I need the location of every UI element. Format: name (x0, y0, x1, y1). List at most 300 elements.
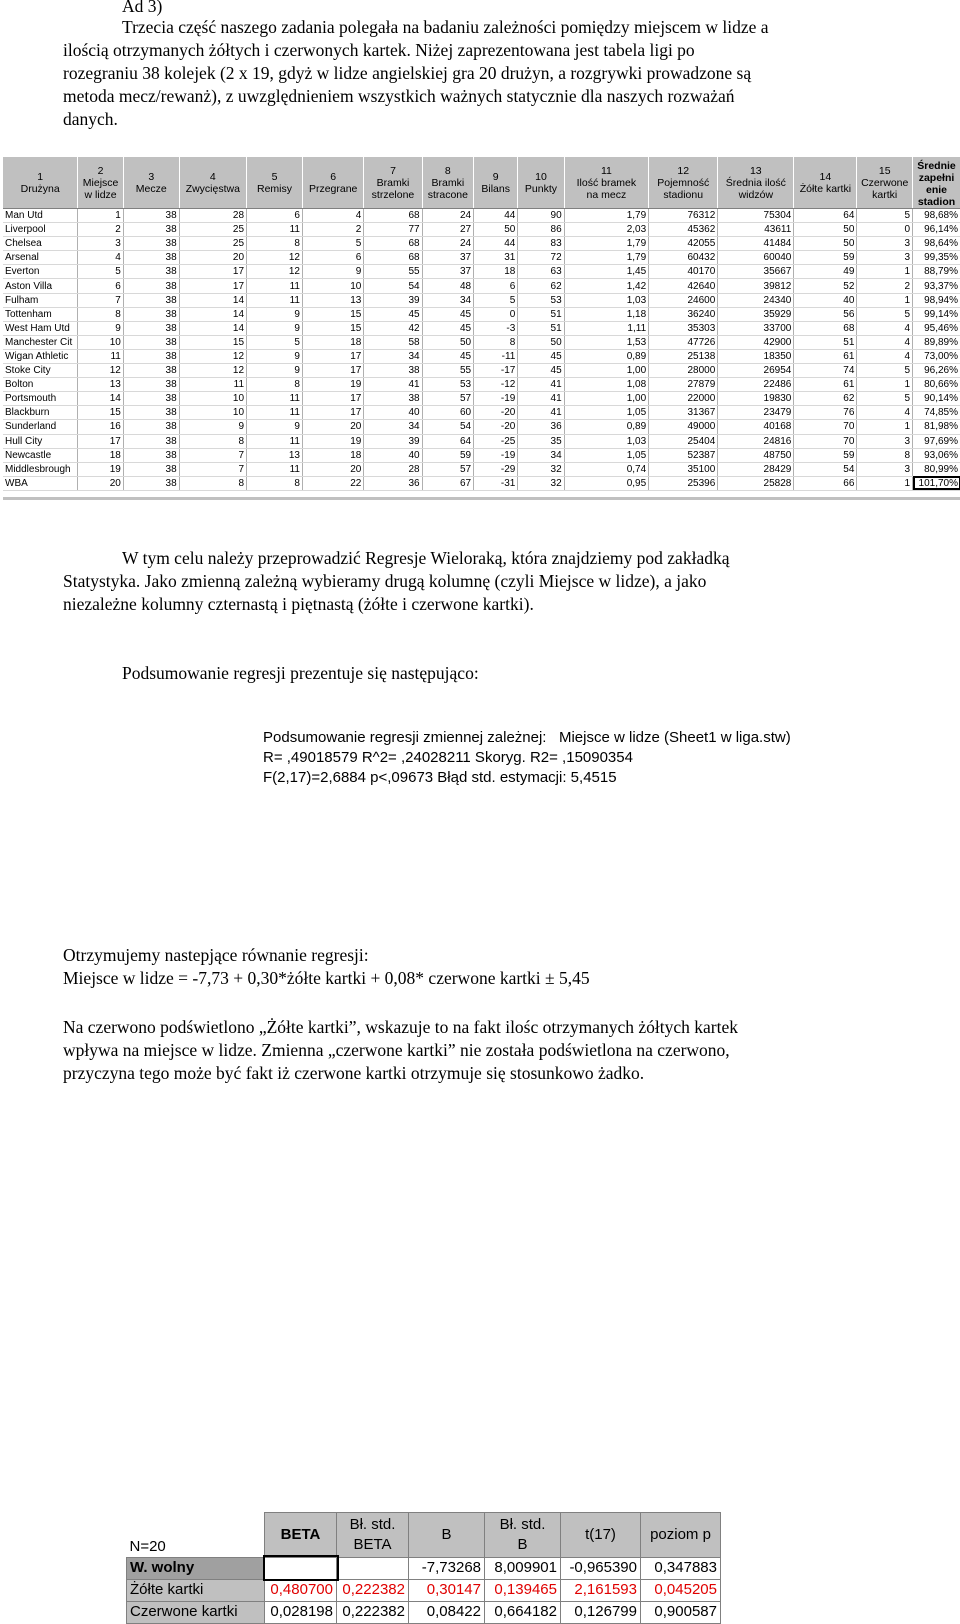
league-value-cell[interactable]: 19 (302, 378, 363, 392)
league-value-cell[interactable]: 51 (518, 307, 564, 321)
regression-value-cell[interactable]: 0,126799 (561, 1601, 641, 1623)
league-value-cell[interactable]: 11 (247, 434, 303, 448)
league-value-cell[interactable]: 17 (302, 349, 363, 363)
league-value-cell[interactable]: 3 (857, 251, 913, 265)
league-value-cell[interactable]: 60 (422, 406, 473, 420)
league-value-cell[interactable]: 70 (794, 434, 857, 448)
league-value-cell[interactable]: 17 (78, 434, 124, 448)
regression-value-cell[interactable]: 0,480700 (265, 1579, 337, 1601)
league-value-cell[interactable]: 1 (857, 476, 913, 490)
league-value-cell[interactable]: 31 (474, 251, 518, 265)
league-value-cell[interactable]: 50 (794, 237, 857, 251)
league-value-cell[interactable]: 38 (123, 476, 179, 490)
league-value-cell[interactable]: 1,53 (564, 335, 649, 349)
league-value-cell[interactable]: 53 (518, 293, 564, 307)
league-value-cell[interactable]: 62 (518, 279, 564, 293)
league-value-cell[interactable]: 7 (78, 293, 124, 307)
league-value-cell[interactable]: 28429 (718, 462, 794, 476)
regression-value-cell[interactable]: 0,900587 (641, 1601, 721, 1623)
league-value-cell[interactable]: 54 (422, 420, 473, 434)
league-value-cell[interactable]: 38 (364, 392, 422, 406)
league-value-cell[interactable]: 17 (302, 364, 363, 378)
league-value-cell[interactable]: 60432 (649, 251, 718, 265)
league-value-cell[interactable]: 50 (794, 223, 857, 237)
league-value-cell[interactable]: 99,35% (913, 251, 960, 265)
league-value-cell[interactable]: 12 (179, 349, 246, 363)
league-value-cell[interactable]: 17 (302, 392, 363, 406)
league-value-cell[interactable]: 1,00 (564, 364, 649, 378)
league-value-cell[interactable]: 37 (422, 251, 473, 265)
league-value-cell[interactable]: -19 (474, 448, 518, 462)
league-value-cell[interactable]: -20 (474, 420, 518, 434)
league-value-cell[interactable]: 24600 (649, 293, 718, 307)
league-value-cell[interactable]: 83 (518, 237, 564, 251)
league-value-cell[interactable]: 39812 (718, 279, 794, 293)
league-value-cell[interactable]: 49 (794, 265, 857, 279)
league-value-cell[interactable]: 98,64% (913, 237, 960, 251)
league-value-cell[interactable]: 17 (179, 265, 246, 279)
league-value-cell[interactable]: 12 (247, 251, 303, 265)
league-value-cell[interactable]: 28 (179, 209, 246, 223)
league-value-cell[interactable]: 25828 (718, 476, 794, 490)
league-value-cell[interactable]: 12 (247, 265, 303, 279)
league-value-cell[interactable]: 70 (794, 420, 857, 434)
league-value-cell[interactable]: 4 (78, 251, 124, 265)
league-value-cell[interactable]: 11 (247, 392, 303, 406)
league-value-cell[interactable]: 58 (364, 335, 422, 349)
team-name-cell[interactable]: Hull City (3, 434, 78, 448)
league-value-cell[interactable]: 13 (78, 378, 124, 392)
league-value-cell[interactable]: 1,79 (564, 251, 649, 265)
league-value-cell[interactable]: 98,94% (913, 293, 960, 307)
league-value-cell[interactable]: -17 (474, 364, 518, 378)
league-value-cell[interactable]: 15 (179, 335, 246, 349)
league-value-cell[interactable]: 22 (302, 476, 363, 490)
league-value-cell[interactable]: 39 (364, 293, 422, 307)
league-value-cell[interactable]: 2 (857, 279, 913, 293)
league-value-cell[interactable]: 40 (364, 448, 422, 462)
league-value-cell[interactable]: 38 (123, 406, 179, 420)
league-value-cell[interactable]: 96,26% (913, 364, 960, 378)
league-value-cell[interactable]: 5 (857, 364, 913, 378)
league-value-cell[interactable]: 50 (518, 335, 564, 349)
league-value-cell[interactable]: 1 (857, 378, 913, 392)
regression-value-cell[interactable]: 2,161593 (561, 1579, 641, 1601)
league-value-cell[interactable]: 74 (794, 364, 857, 378)
league-value-cell[interactable]: 7 (179, 448, 246, 462)
league-value-cell[interactable]: 14 (179, 293, 246, 307)
league-value-cell[interactable]: 18 (302, 448, 363, 462)
regression-value-cell[interactable]: 0,664182 (485, 1601, 561, 1623)
league-value-cell[interactable]: 1,45 (564, 265, 649, 279)
league-value-cell[interactable]: 4 (857, 321, 913, 335)
league-value-cell[interactable]: 27879 (649, 378, 718, 392)
league-value-cell[interactable]: 38 (123, 434, 179, 448)
regression-value-cell[interactable]: 8,009901 (485, 1557, 561, 1579)
league-value-cell[interactable]: 81,98% (913, 420, 960, 434)
league-value-cell[interactable]: 1 (857, 293, 913, 307)
league-value-cell[interactable]: 93,37% (913, 279, 960, 293)
league-value-cell[interactable]: 3 (78, 237, 124, 251)
league-value-cell[interactable]: 5 (302, 237, 363, 251)
league-value-cell[interactable]: 25138 (649, 349, 718, 363)
league-value-cell[interactable]: 1 (78, 209, 124, 223)
team-name-cell[interactable]: Man Utd (3, 209, 78, 223)
league-value-cell[interactable]: 18350 (718, 349, 794, 363)
league-value-cell[interactable]: 101,70% (913, 476, 960, 490)
league-value-cell[interactable]: 8 (247, 476, 303, 490)
league-value-cell[interactable]: 41 (518, 378, 564, 392)
league-value-cell[interactable]: 34 (364, 420, 422, 434)
league-value-cell[interactable]: 38 (123, 335, 179, 349)
league-value-cell[interactable]: 38 (123, 462, 179, 476)
league-value-cell[interactable]: 68 (364, 237, 422, 251)
league-value-cell[interactable]: 25 (179, 237, 246, 251)
team-name-cell[interactable]: Liverpool (3, 223, 78, 237)
regression-value-cell[interactable] (337, 1557, 409, 1579)
league-value-cell[interactable]: 38 (123, 209, 179, 223)
team-name-cell[interactable]: WBA (3, 476, 78, 490)
league-value-cell[interactable]: 48 (422, 279, 473, 293)
team-name-cell[interactable]: Arsenal (3, 251, 78, 265)
team-name-cell[interactable]: Everton (3, 265, 78, 279)
team-name-cell[interactable]: Chelsea (3, 237, 78, 251)
league-value-cell[interactable]: 4 (857, 406, 913, 420)
league-value-cell[interactable]: -19 (474, 392, 518, 406)
league-value-cell[interactable]: 3 (857, 237, 913, 251)
league-value-cell[interactable]: 8 (179, 476, 246, 490)
regression-value-cell[interactable]: 0,045205 (641, 1579, 721, 1601)
league-value-cell[interactable]: 22000 (649, 392, 718, 406)
league-value-cell[interactable]: 51 (794, 335, 857, 349)
league-value-cell[interactable]: 73,00% (913, 349, 960, 363)
league-value-cell[interactable]: 98,68% (913, 209, 960, 223)
regression-value-cell[interactable]: 0,08422 (409, 1601, 485, 1623)
league-value-cell[interactable]: 64 (422, 434, 473, 448)
league-value-cell[interactable]: 49000 (649, 420, 718, 434)
league-value-cell[interactable]: 4 (857, 335, 913, 349)
league-value-cell[interactable]: 55 (422, 364, 473, 378)
league-value-cell[interactable]: 34 (518, 448, 564, 462)
league-value-cell[interactable]: 93,06% (913, 448, 960, 462)
league-value-cell[interactable]: 45 (422, 321, 473, 335)
regression-value-cell[interactable]: 0,028198 (265, 1601, 337, 1623)
league-value-cell[interactable]: 1 (857, 265, 913, 279)
league-value-cell[interactable]: 19 (78, 462, 124, 476)
league-value-cell[interactable]: 14 (78, 392, 124, 406)
league-value-cell[interactable]: 18 (302, 335, 363, 349)
league-value-cell[interactable]: 13 (302, 293, 363, 307)
league-value-cell[interactable]: 10 (302, 279, 363, 293)
league-value-cell[interactable]: 25404 (649, 434, 718, 448)
team-name-cell[interactable]: Newcastle (3, 448, 78, 462)
team-name-cell[interactable]: Tottenham (3, 307, 78, 321)
league-value-cell[interactable]: 76 (794, 406, 857, 420)
league-value-cell[interactable]: 36 (518, 420, 564, 434)
league-value-cell[interactable]: 11 (247, 293, 303, 307)
league-value-cell[interactable]: 6 (78, 279, 124, 293)
league-value-cell[interactable]: 59 (794, 448, 857, 462)
league-value-cell[interactable]: 54 (364, 279, 422, 293)
league-value-cell[interactable]: 39 (364, 434, 422, 448)
league-value-cell[interactable]: 22486 (718, 378, 794, 392)
league-value-cell[interactable]: 42055 (649, 237, 718, 251)
league-value-cell[interactable]: 38 (123, 223, 179, 237)
league-value-cell[interactable]: 45 (518, 349, 564, 363)
league-value-cell[interactable]: 74,85% (913, 406, 960, 420)
league-value-cell[interactable]: 35 (518, 434, 564, 448)
league-value-cell[interactable]: 1,18 (564, 307, 649, 321)
league-value-cell[interactable]: 45362 (649, 223, 718, 237)
league-value-cell[interactable]: 8 (78, 307, 124, 321)
league-value-cell[interactable]: 36 (364, 476, 422, 490)
league-value-cell[interactable]: 10 (179, 392, 246, 406)
league-value-cell[interactable]: 62 (794, 392, 857, 406)
league-value-cell[interactable]: 55 (364, 265, 422, 279)
league-value-cell[interactable]: 47726 (649, 335, 718, 349)
league-value-cell[interactable]: 20 (302, 462, 363, 476)
league-value-cell[interactable]: 61 (794, 349, 857, 363)
league-value-cell[interactable]: 11 (247, 223, 303, 237)
league-value-cell[interactable]: 40168 (718, 420, 794, 434)
league-value-cell[interactable]: 42900 (718, 335, 794, 349)
league-value-cell[interactable]: 57 (422, 392, 473, 406)
league-value-cell[interactable]: 44 (474, 209, 518, 223)
league-value-cell[interactable]: 20 (302, 420, 363, 434)
league-value-cell[interactable]: 63 (518, 265, 564, 279)
league-value-cell[interactable]: 1,03 (564, 293, 649, 307)
league-value-cell[interactable]: 53 (422, 378, 473, 392)
league-value-cell[interactable]: 38 (123, 420, 179, 434)
league-value-cell[interactable]: 9 (247, 349, 303, 363)
league-value-cell[interactable]: 23479 (718, 406, 794, 420)
league-value-cell[interactable]: 20 (179, 251, 246, 265)
league-value-cell[interactable]: 80,66% (913, 378, 960, 392)
league-value-cell[interactable]: 38 (123, 237, 179, 251)
league-value-cell[interactable]: 80,99% (913, 462, 960, 476)
league-value-cell[interactable]: 10 (78, 335, 124, 349)
league-value-cell[interactable]: 38 (123, 349, 179, 363)
league-value-cell[interactable]: 38 (123, 392, 179, 406)
league-value-cell[interactable]: -20 (474, 406, 518, 420)
league-value-cell[interactable]: 97,69% (913, 434, 960, 448)
league-value-cell[interactable]: 38 (123, 265, 179, 279)
league-value-cell[interactable]: 1 (857, 420, 913, 434)
team-name-cell[interactable]: Sunderland (3, 420, 78, 434)
league-value-cell[interactable]: 0,89 (564, 349, 649, 363)
league-value-cell[interactable]: 24 (422, 237, 473, 251)
league-value-cell[interactable]: -29 (474, 462, 518, 476)
league-value-cell[interactable]: 51 (518, 321, 564, 335)
league-value-cell[interactable]: 72 (518, 251, 564, 265)
league-value-cell[interactable]: 24816 (718, 434, 794, 448)
league-value-cell[interactable]: 52 (794, 279, 857, 293)
league-value-cell[interactable]: 5 (474, 293, 518, 307)
team-name-cell[interactable]: West Ham Utd (3, 321, 78, 335)
league-value-cell[interactable]: 68 (364, 209, 422, 223)
league-value-cell[interactable]: 57 (422, 462, 473, 476)
league-value-cell[interactable]: 11 (247, 406, 303, 420)
league-value-cell[interactable]: 1,42 (564, 279, 649, 293)
league-value-cell[interactable]: 12 (179, 364, 246, 378)
league-value-cell[interactable]: 15 (302, 307, 363, 321)
league-value-cell[interactable]: 9 (247, 321, 303, 335)
league-value-cell[interactable]: 41484 (718, 237, 794, 251)
league-value-cell[interactable]: 28 (364, 462, 422, 476)
league-value-cell[interactable]: 13 (247, 448, 303, 462)
league-value-cell[interactable]: 12 (78, 364, 124, 378)
league-value-cell[interactable]: 8 (247, 237, 303, 251)
league-value-cell[interactable]: -25 (474, 434, 518, 448)
league-value-cell[interactable]: 64 (794, 209, 857, 223)
league-value-cell[interactable]: 3 (857, 462, 913, 476)
league-value-cell[interactable]: 9 (302, 265, 363, 279)
league-value-cell[interactable]: 1,05 (564, 406, 649, 420)
league-value-cell[interactable]: 11 (78, 349, 124, 363)
league-value-cell[interactable]: 35929 (718, 307, 794, 321)
league-value-cell[interactable]: 61 (794, 378, 857, 392)
league-value-cell[interactable]: 1,08 (564, 378, 649, 392)
team-name-cell[interactable]: Stoke City (3, 364, 78, 378)
league-value-cell[interactable]: 38 (123, 448, 179, 462)
league-value-cell[interactable]: 35667 (718, 265, 794, 279)
league-value-cell[interactable]: 8 (474, 335, 518, 349)
league-value-cell[interactable]: 6 (302, 251, 363, 265)
league-value-cell[interactable]: 5 (247, 335, 303, 349)
league-value-cell[interactable]: 35303 (649, 321, 718, 335)
league-value-cell[interactable]: 11 (247, 462, 303, 476)
league-value-cell[interactable]: 59 (794, 251, 857, 265)
league-value-cell[interactable]: 66 (794, 476, 857, 490)
league-value-cell[interactable]: 2,03 (564, 223, 649, 237)
league-value-cell[interactable]: 6 (247, 209, 303, 223)
league-value-cell[interactable]: 38 (123, 293, 179, 307)
league-value-cell[interactable]: 25396 (649, 476, 718, 490)
league-value-cell[interactable]: 5 (78, 265, 124, 279)
league-value-cell[interactable]: 24340 (718, 293, 794, 307)
league-value-cell[interactable]: 4 (857, 349, 913, 363)
league-value-cell[interactable]: 6 (474, 279, 518, 293)
regression-value-cell[interactable]: 0,347883 (641, 1557, 721, 1579)
league-value-cell[interactable]: 38 (123, 321, 179, 335)
league-value-cell[interactable]: 38 (123, 251, 179, 265)
league-value-cell[interactable]: 75304 (718, 209, 794, 223)
league-value-cell[interactable]: 8 (247, 378, 303, 392)
league-value-cell[interactable]: 18 (474, 265, 518, 279)
league-value-cell[interactable]: 10 (179, 406, 246, 420)
team-name-cell[interactable]: Wigan Athletic (3, 349, 78, 363)
regression-value-cell[interactable]: -0,965390 (561, 1557, 641, 1579)
league-value-cell[interactable]: 5 (857, 307, 913, 321)
league-value-cell[interactable]: -12 (474, 378, 518, 392)
league-value-cell[interactable]: 40170 (649, 265, 718, 279)
league-value-cell[interactable]: 52387 (649, 448, 718, 462)
team-name-cell[interactable]: Aston Villa (3, 279, 78, 293)
team-name-cell[interactable]: Blackburn (3, 406, 78, 420)
league-value-cell[interactable]: 32 (518, 476, 564, 490)
league-value-cell[interactable]: 33700 (718, 321, 794, 335)
league-value-cell[interactable]: 18 (78, 448, 124, 462)
league-value-cell[interactable]: 48750 (718, 448, 794, 462)
league-value-cell[interactable]: 24 (422, 209, 473, 223)
league-value-cell[interactable]: 7 (179, 462, 246, 476)
league-value-cell[interactable]: 9 (78, 321, 124, 335)
league-value-cell[interactable]: 9 (247, 307, 303, 321)
league-value-cell[interactable]: 9 (247, 364, 303, 378)
league-value-cell[interactable]: 38 (123, 279, 179, 293)
league-value-cell[interactable]: -3 (474, 321, 518, 335)
league-value-cell[interactable]: 67 (422, 476, 473, 490)
team-name-cell[interactable]: Fulham (3, 293, 78, 307)
league-value-cell[interactable]: 9 (179, 420, 246, 434)
league-value-cell[interactable]: 5 (857, 392, 913, 406)
league-value-cell[interactable]: 14 (179, 307, 246, 321)
team-name-cell[interactable]: Middlesbrough (3, 462, 78, 476)
league-value-cell[interactable]: 0,95 (564, 476, 649, 490)
league-value-cell[interactable]: 45 (422, 349, 473, 363)
league-value-cell[interactable]: 44 (474, 237, 518, 251)
league-value-cell[interactable]: 76312 (649, 209, 718, 223)
league-value-cell[interactable]: 8 (857, 448, 913, 462)
league-value-cell[interactable]: 17 (302, 406, 363, 420)
league-value-cell[interactable]: 43611 (718, 223, 794, 237)
league-value-cell[interactable]: 2 (302, 223, 363, 237)
league-value-cell[interactable]: 38 (123, 378, 179, 392)
league-value-cell[interactable]: 31367 (649, 406, 718, 420)
league-value-cell[interactable]: 20 (78, 476, 124, 490)
regression-value-cell[interactable]: -7,73268 (409, 1557, 485, 1579)
league-value-cell[interactable]: 86 (518, 223, 564, 237)
league-value-cell[interactable]: 41 (518, 392, 564, 406)
league-value-cell[interactable]: 25 (179, 223, 246, 237)
league-value-cell[interactable]: 1,11 (564, 321, 649, 335)
league-value-cell[interactable]: 28000 (649, 364, 718, 378)
team-name-cell[interactable]: Bolton (3, 378, 78, 392)
league-value-cell[interactable]: 45 (422, 307, 473, 321)
league-value-cell[interactable]: 11 (247, 279, 303, 293)
league-value-cell[interactable]: 38 (364, 364, 422, 378)
league-value-cell[interactable]: 4 (302, 209, 363, 223)
league-value-cell[interactable]: 1,79 (564, 237, 649, 251)
league-value-cell[interactable]: 40 (364, 406, 422, 420)
league-value-cell[interactable]: 3 (857, 434, 913, 448)
regression-value-cell[interactable]: 0,139465 (485, 1579, 561, 1601)
regression-value-cell[interactable]: 0,222382 (337, 1579, 409, 1601)
league-value-cell[interactable]: -11 (474, 349, 518, 363)
league-value-cell[interactable]: 88,79% (913, 265, 960, 279)
league-value-cell[interactable]: 99,14% (913, 307, 960, 321)
league-value-cell[interactable]: 89,89% (913, 335, 960, 349)
league-value-cell[interactable]: 45 (364, 307, 422, 321)
league-value-cell[interactable]: 96,14% (913, 223, 960, 237)
league-value-cell[interactable]: 35100 (649, 462, 718, 476)
league-value-cell[interactable]: 0 (857, 223, 913, 237)
league-value-cell[interactable]: 38 (123, 364, 179, 378)
regression-value-cell[interactable]: 0,30147 (409, 1579, 485, 1601)
league-value-cell[interactable]: 19830 (718, 392, 794, 406)
league-value-cell[interactable]: 38 (123, 307, 179, 321)
league-value-cell[interactable]: 0 (474, 307, 518, 321)
league-value-cell[interactable]: 40 (794, 293, 857, 307)
league-value-cell[interactable]: 34 (364, 349, 422, 363)
league-value-cell[interactable]: 1,03 (564, 434, 649, 448)
league-value-cell[interactable]: 50 (422, 335, 473, 349)
league-value-cell[interactable]: 17 (179, 279, 246, 293)
league-value-cell[interactable]: 11 (179, 378, 246, 392)
league-value-cell[interactable]: 9 (247, 420, 303, 434)
league-value-cell[interactable]: 8 (179, 434, 246, 448)
league-value-cell[interactable]: 90,14% (913, 392, 960, 406)
